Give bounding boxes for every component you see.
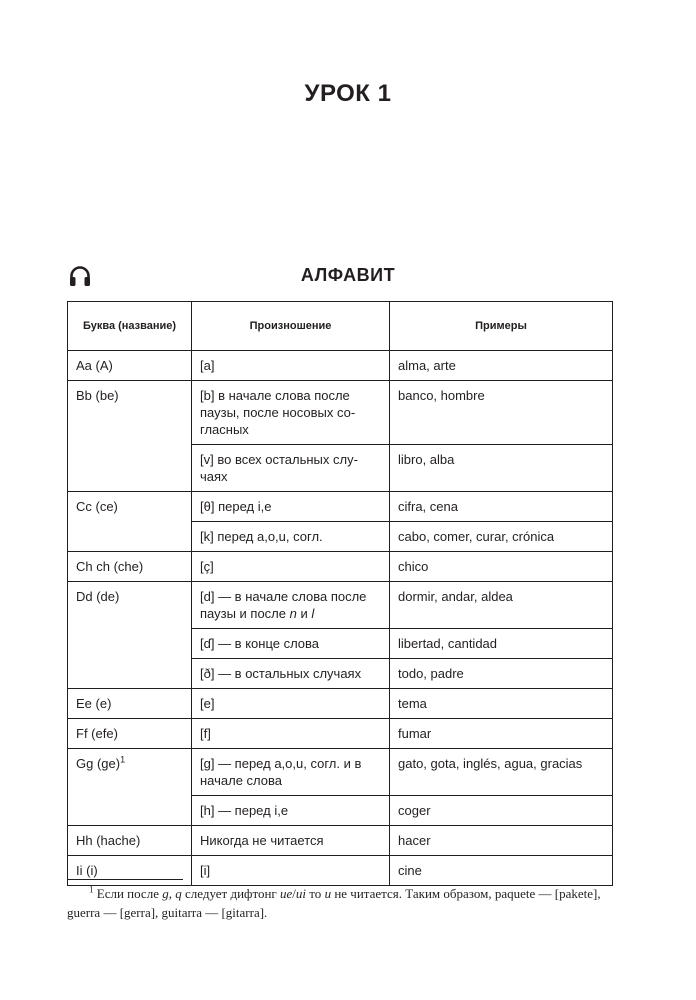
- examples-cell: fumar: [390, 719, 613, 749]
- examples-cell: chico: [390, 552, 613, 582]
- table-row: [68, 719, 613, 749]
- pronunciation-text: [d] — в начале слова после паузы и после: [200, 589, 367, 621]
- letter-cell: Ch ch (che): [68, 552, 192, 582]
- pronunciation-cell: [f]: [192, 719, 390, 749]
- footnote-text: не читается. Таким образом, paquete — [pakete], guerra — [gerra], guitarra — [gitarra].: [67, 886, 601, 920]
- examples-cell: gato, gota, inglés, agua, gracias: [390, 749, 613, 796]
- pronunciation-cell: [k] перед a,o,u, согл.: [192, 522, 390, 552]
- letter-cell: Hh (hache): [68, 826, 192, 856]
- examples-cell: alma, arte: [390, 351, 613, 381]
- table-row: [68, 492, 613, 522]
- footnote-divider: [67, 879, 183, 880]
- examples-cell: dormir, andar, aldea: [390, 582, 613, 629]
- pronunciation-cell: [θ] перед i,e: [192, 492, 390, 522]
- pronunciation-cell: [g] — перед a,o,u, согл. и в начале слова: [192, 749, 390, 796]
- pronunciation-letter-l: l: [311, 606, 315, 621]
- examples-cell: coger: [390, 796, 613, 826]
- footnote: [67, 884, 615, 922]
- footnote-letter-u: u: [324, 886, 332, 901]
- pronunciation-cell: [ɗ] — в конце слова: [192, 629, 390, 659]
- table-header-row: [68, 302, 613, 351]
- examples-cell: libertad, cantidad: [390, 629, 613, 659]
- letter-text: Gg (ge): [76, 756, 121, 771]
- table-row: [68, 826, 613, 856]
- footnote-text: следует дифтонг: [181, 886, 281, 901]
- table-row: [68, 856, 613, 886]
- pronunciation-letter-n: n: [289, 606, 297, 621]
- table-row: [68, 749, 613, 796]
- examples-cell: cine: [390, 856, 613, 886]
- header-letter: Буква (название): [68, 302, 192, 351]
- examples-cell: libro, alba: [390, 445, 613, 492]
- letter-cell: Cc (ce): [68, 492, 192, 552]
- footnote-diphthong-ui: ui: [295, 886, 307, 901]
- letter-cell: [68, 749, 192, 826]
- pronunciation-cell: [b] в начале слова после паузы, после носовых со-гласных: [192, 381, 390, 445]
- footnote-text: /: [292, 886, 296, 901]
- section-title: АЛФАВИТ: [300, 265, 396, 285]
- table-row: [68, 381, 613, 445]
- examples-cell: banco, hombre: [390, 381, 613, 445]
- examples-cell: cifra, cena: [390, 492, 613, 522]
- letter-cell: Ff (efe): [68, 719, 192, 749]
- footnote-letter-g: g: [162, 886, 169, 901]
- footnote-diphthong-ue: ue: [280, 886, 293, 901]
- examples-cell: tema: [390, 689, 613, 719]
- pronunciation-cell: [ç]: [192, 552, 390, 582]
- letter-cell: Ee (e): [68, 689, 192, 719]
- table-row: [68, 689, 613, 719]
- footnote-text: Если после: [96, 886, 163, 901]
- footnote-reference: 1: [120, 754, 126, 765]
- table-row: [68, 582, 613, 629]
- examples-cell: cabo, comer, curar, crónica: [390, 522, 613, 552]
- letter-cell: Ii (i): [68, 856, 192, 886]
- footnote-text: ,: [168, 886, 176, 901]
- examples-cell: todo, padre: [390, 659, 613, 689]
- pronunciation-cell: [v] во всех остальных слу-чаях: [192, 445, 390, 492]
- letter-cell: Dd (de): [68, 582, 192, 689]
- pronunciation-cell: [ð] — в остальных случаях: [192, 659, 390, 689]
- letter-cell: Bb (be): [68, 381, 192, 492]
- header-pronunciation: Произношение: [192, 302, 390, 351]
- pronunciation-cell: [192, 582, 390, 629]
- table-row: [68, 351, 613, 381]
- header-examples: Примеры: [390, 302, 613, 351]
- lesson-title: УРОК 1: [304, 80, 392, 107]
- pronunciation-text: и: [296, 606, 312, 621]
- footnote-mark: 1: [89, 884, 94, 895]
- alphabet-table: [67, 301, 613, 886]
- footnote-text: то: [306, 886, 325, 901]
- examples-cell: hacer: [390, 826, 613, 856]
- pronunciation-cell: [a]: [192, 351, 390, 381]
- table-row: [68, 552, 613, 582]
- footnote-letter-q: q: [175, 886, 182, 901]
- pronunciation-cell: Никогда не читается: [192, 826, 390, 856]
- pronunciation-cell: [e]: [192, 689, 390, 719]
- pronunciation-cell: [i]: [192, 856, 390, 886]
- letter-cell: Aa (A): [68, 351, 192, 381]
- pronunciation-cell: [h] — перед i,e: [192, 796, 390, 826]
